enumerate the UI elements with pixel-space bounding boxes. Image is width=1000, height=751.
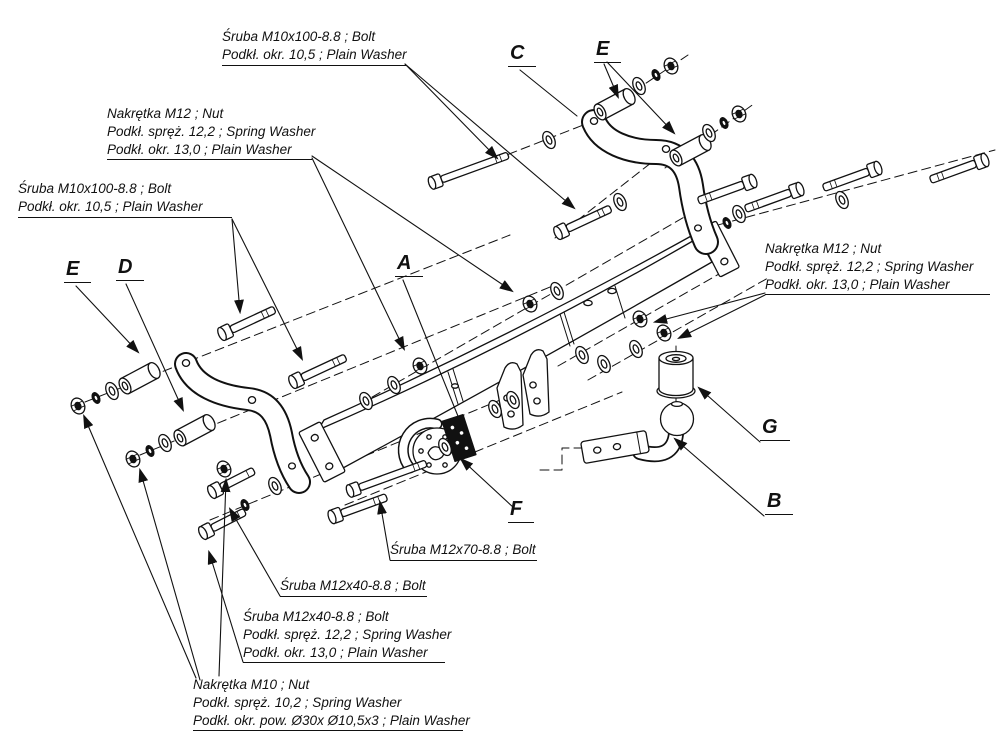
part-letter-d: D (116, 256, 144, 281)
callout-nut-m12-right (765, 240, 990, 295)
callout-line: Podkł. okr. 10,5 ; Plain Washer (222, 46, 407, 62)
part-letter-g: G (760, 416, 790, 441)
part-letter-e-top: E (594, 38, 621, 63)
callout-line: Podkł. okr. 13,0 ; Plain Washer (107, 141, 292, 157)
callout-line: Podkł. okr. 10,5 ; Plain Washer (18, 198, 203, 214)
side-bracket-right (590, 118, 706, 242)
part-letter-c: C (508, 42, 536, 67)
callout-line: Podkł. spręż. 12,2 ; Spring Washer (243, 626, 452, 642)
part-letter-f: F (508, 498, 534, 523)
part-letter-b: B (765, 490, 793, 515)
callout-line: Śruba M10x100-8.8 ; Bolt (222, 29, 376, 44)
callout-line: Śruba M12x40-8.8 ; Bolt (280, 578, 426, 593)
callout-line: Podkł. okr. 13,0 ; Plain Washer (243, 644, 428, 660)
callout-line: Podkł. spręż. 12,2 ; Spring Washer (107, 123, 316, 139)
callout-bolt-m12x40-washers (243, 608, 452, 663)
callout-line: Podkł. okr. 13,0 ; Plain Washer (765, 276, 950, 292)
part-letter-a: A (395, 252, 423, 277)
callout-line: Śruba M12x40-8.8 ; Bolt (243, 609, 389, 624)
callout-bolt-m10-top (222, 28, 407, 66)
callout-bolt-m12x70 (390, 541, 537, 561)
callout-bolt-m10-left (18, 180, 232, 218)
callout-line: Śruba M12x70-8.8 ; Bolt (390, 542, 536, 557)
callout-line: Podkł. okr. pow. Ø30x Ø10,5x3 ; Plain Washer (193, 712, 470, 728)
callout-line: Podkł. spręż. 12,2 ; Spring Washer (765, 258, 974, 274)
callout-line: Nakrętka M10 ; Nut (193, 677, 310, 692)
callout-line: Śruba M10x100-8.8 ; Bolt (18, 181, 172, 196)
tow-ball-assembly (581, 352, 695, 464)
callout-line: Nakrętka M12 ; Nut (107, 106, 224, 121)
callout-nut-m10-bottom (193, 676, 470, 731)
callout-line: Nakrętka M12 ; Nut (765, 241, 882, 256)
callout-bolt-m12x40 (280, 577, 427, 597)
part-letter-e-left: E (64, 258, 91, 283)
callout-line: Podkł. spręż. 10,2 ; Spring Washer (193, 694, 402, 710)
callout-nut-m12-left (107, 105, 316, 160)
